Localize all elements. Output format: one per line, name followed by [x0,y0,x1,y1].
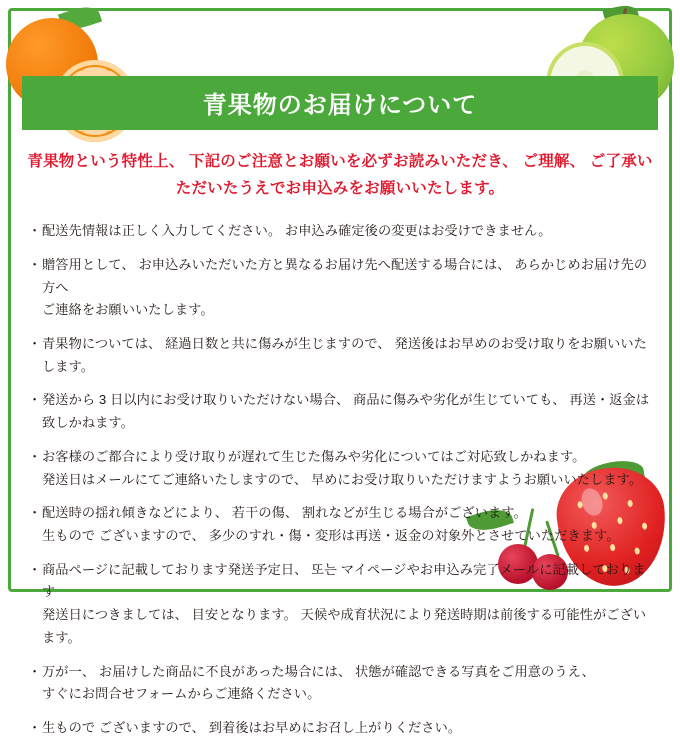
bullet-mark: ・ [28,336,42,352]
note-line: 商品ページに記載しております発送予定日、 또는 マイページやお申込み完了メールに記載しております [42,561,646,600]
note-line: 配送先情報は正しく入力してください。 お申込み確定後の変更はお受けできません。 [42,223,552,239]
bullet-mark: ・ [28,448,42,464]
bullet-mark: ・ [28,392,42,408]
list-item [28,220,658,243]
note-line: 配送時の揺れ傾きなどにより、 若干の傷、 割れなどが生じる場合がございます。 [42,505,527,521]
note-text [42,389,658,434]
list-item [28,389,658,434]
list-item [28,559,658,650]
bullet-mark: ・ [28,719,42,735]
page-title: 青果物のお届けについて [22,76,658,130]
list-item [28,333,658,378]
note-line: 生もので ございますので、 多少のすれ・傷・変形は再送・返金の対象外とさせていただきます。 [42,527,620,543]
notice-content [22,76,658,751]
list-item [28,254,658,322]
note-line: すぐにお問合せフォームからご連絡ください。 [42,686,321,702]
note-text [42,661,658,706]
lead-line-1: 青果物という特性上、 下記のご注意とお願いを必ずお読みいただき、 [27,153,518,170]
note-text [42,254,658,322]
lead-line-2: ご理解、 ご了承いただいたうえでお申込みをお願いいたします。 [175,153,653,198]
bullet-mark: ・ [28,561,42,577]
bullet-mark: ・ [28,663,42,679]
note-line: 青果物については、 経過日数と共に傷みが生じますので、 発送後はお早めのお受け取りをお願いいたします。 [42,336,647,374]
note-text [42,446,658,491]
note-line: お客様のご都合により受け取りが遅れて生じた傷みや劣化についてはご対応致しかねます。 [42,448,586,464]
note-line: 発送日はメールにてご連絡いたしますので、 早めにお受け取りいただけますようお願いいたします。 [42,471,643,487]
note-text [42,502,658,547]
note-line: 贈答用として、 お申込みいただいた方と異なるお届け先へ配送する場合には、 あらかじめお届け先の方へ [42,256,648,295]
list-item [28,661,658,706]
list-item [28,502,658,547]
list-item [28,446,658,491]
notes-list [22,220,658,739]
bullet-mark: ・ [28,256,42,272]
note-text [42,333,658,378]
note-text [42,220,658,243]
bullet-mark: ・ [28,505,42,521]
note-line: ご連絡をお願いいたします。 [42,302,214,318]
note-text [42,717,658,740]
list-item [28,717,658,740]
note-line: 万が一、 お届けした商品に不良があった場合には、 状態が確認できる写真をご用意のうえ、 [42,663,595,679]
note-line: 発送日につきましては、 目安となります。 天候や成育状況により発送時期は前後する可能性がございます。 [42,607,647,645]
note-text [42,559,658,650]
note-line: 生もので ございますので、 到着後はお早めにお召し上がりください。 [42,719,462,735]
bullet-mark: ・ [28,223,42,239]
note-line: 発送から 3 日以内にお受け取りいただけない場合、 商品に傷みや劣化が生じていても、 再送・返金は致しかねます。 [42,392,650,431]
lead-paragraph [22,148,658,202]
